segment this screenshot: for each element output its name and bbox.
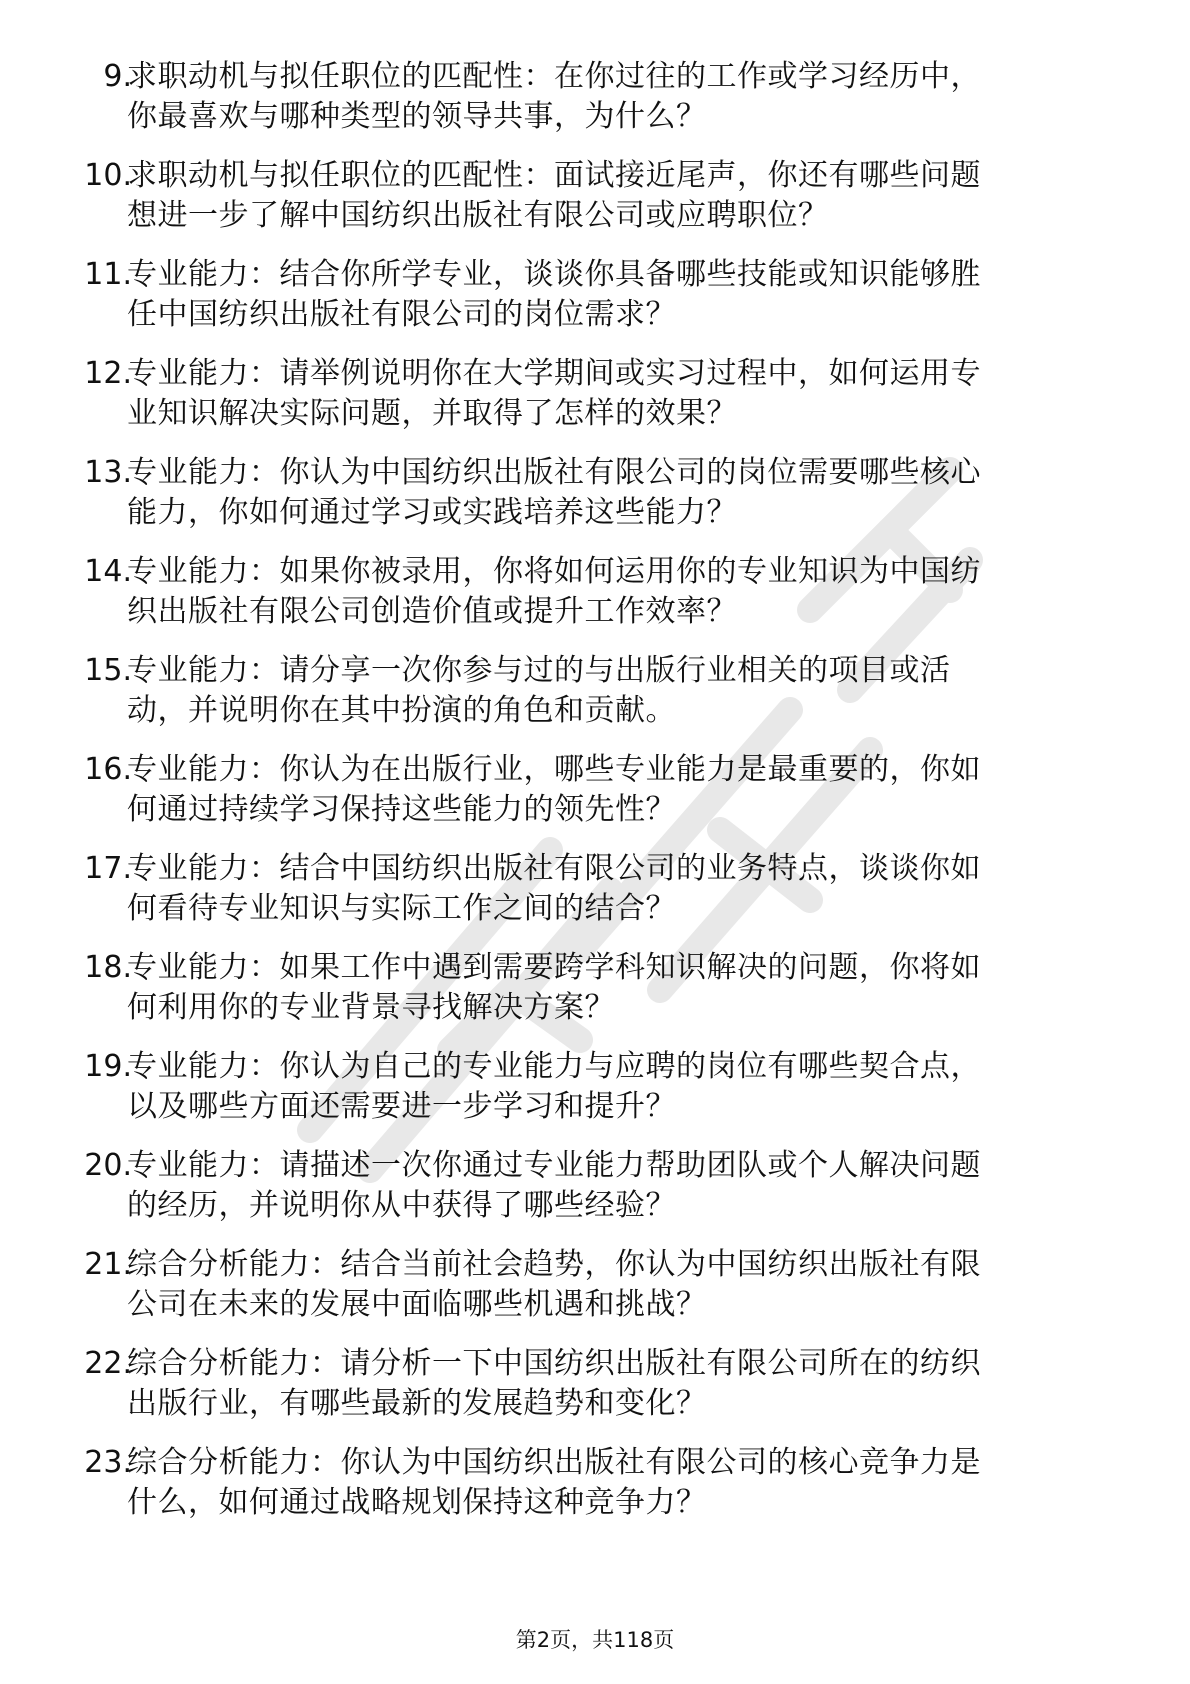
question-item [0, 840, 1190, 939]
question-number: 20. [84, 1148, 132, 1183]
question-text-line: 的经历，并说明你从中获得了哪些经验？ [127, 1188, 676, 1223]
question-text-line: 专业能力：你认为自己的专业能力与应聘的岗位有哪些契合点， [127, 1049, 981, 1084]
question-text-line: 以及哪些方面还需要进一步学习和提升？ [127, 1089, 676, 1124]
question-item [0, 345, 1190, 444]
question-text-line: 专业能力：请分享一次你参与过的与出版行业相关的项目或活 [127, 653, 951, 688]
question-number: 21. [84, 1247, 132, 1282]
question-number: 18. [84, 950, 132, 985]
question-number: 19. [84, 1049, 132, 1084]
question-number: 16. [84, 752, 132, 787]
question-text-line: 任中国纺织出版社有限公司的岗位需求？ [127, 297, 676, 332]
question-text-line: 织出版社有限公司创造价值或提升工作效率？ [127, 594, 737, 629]
question-number: 22. [84, 1346, 132, 1381]
question-text-line: 综合分析能力：请分析一下中国纺织出版社有限公司所在的纺织 [127, 1346, 981, 1381]
question-text-line: 什么，如何通过战略规划保持这种竞争力？ [127, 1485, 707, 1520]
question-text [127, 1146, 1117, 1226]
question-number: 13. [84, 455, 132, 490]
question-text-line: 综合分析能力：你认为中国纺织出版社有限公司的核心竞争力是 [127, 1445, 981, 1480]
question-text-line: 专业能力：请描述一次你通过专业能力帮助团队或个人解决问题 [127, 1148, 981, 1183]
question-text-line: 专业能力：你认为中国纺织出版社有限公司的岗位需要哪些核心 [127, 455, 981, 490]
question-text [127, 156, 1117, 236]
question-text-line: 公司在未来的发展中面临哪些机遇和挑战？ [127, 1287, 707, 1322]
question-text-line: 专业能力：结合中国纺织出版社有限公司的业务特点，谈谈你如 [127, 851, 981, 886]
question-item [0, 147, 1190, 246]
question-text [127, 354, 1117, 434]
question-item [0, 1434, 1190, 1533]
question-item [0, 741, 1190, 840]
question-number: 23. [84, 1445, 132, 1480]
question-item [0, 543, 1190, 642]
question-item [0, 939, 1190, 1038]
question-text [127, 1047, 1117, 1127]
question-text-line: 出版行业，有哪些最新的发展趋势和变化？ [127, 1386, 707, 1421]
question-text-line: 专业能力：你认为在出版行业，哪些专业能力是最重要的，你如 [127, 752, 981, 787]
question-text-line: 你最喜欢与哪种类型的领导共事，为什么？ [127, 99, 707, 134]
question-number: 12. [84, 356, 132, 391]
question-text-line: 何看待专业知识与实际工作之间的结合？ [127, 891, 676, 926]
question-text [127, 651, 1117, 731]
question-item [0, 246, 1190, 345]
question-text-line: 能力，你如何通过学习或实践培养这些能力？ [127, 495, 737, 530]
question-text-line: 何利用你的专业背景寻找解决方案？ [127, 990, 615, 1025]
question-text [127, 552, 1117, 632]
question-item [0, 642, 1190, 741]
question-number: 14. [84, 554, 132, 589]
question-text-line: 求职动机与拟任职位的匹配性：面试接近尾声，你还有哪些问题 [127, 158, 981, 193]
question-item [0, 1038, 1190, 1137]
question-text-line: 专业能力：如果工作中遇到需要跨学科知识解决的问题，你将如 [127, 950, 981, 985]
question-text-line: 专业能力：请举例说明你在大学期间或实习过程中，如何运用专 [127, 356, 981, 391]
question-text-line: 何通过持续学习保持这些能力的领先性？ [127, 792, 676, 827]
question-number: 17. [84, 851, 132, 886]
question-text [127, 750, 1117, 830]
question-text [127, 1245, 1117, 1325]
question-text [127, 453, 1117, 533]
page-footer: 第2页，共118页 [515, 1628, 675, 1652]
question-item [0, 48, 1190, 147]
question-item [0, 1236, 1190, 1335]
question-item [0, 1335, 1190, 1434]
question-text-line: 动，并说明你在其中扮演的角色和贡献。 [127, 693, 676, 728]
question-text-line: 求职动机与拟任职位的匹配性：在你过往的工作或学习经历中， [127, 59, 981, 94]
question-text-line: 综合分析能力：结合当前社会趋势，你认为中国纺织出版社有限 [127, 1247, 981, 1282]
question-text-line: 业知识解决实际问题，并取得了怎样的效果？ [127, 396, 737, 431]
question-item [0, 444, 1190, 543]
question-text [127, 1443, 1117, 1523]
question-text-line: 专业能力：结合你所学专业，谈谈你具备哪些技能或知识能够胜 [127, 257, 981, 292]
question-text-line: 想进一步了解中国纺织出版社有限公司或应聘职位？ [127, 198, 829, 233]
question-number: 11. [84, 257, 132, 292]
question-number: 10. [84, 158, 132, 193]
question-text [127, 849, 1117, 929]
question-text [127, 948, 1117, 1028]
question-text [127, 57, 1117, 137]
question-number: 9. [103, 59, 132, 94]
question-text [127, 255, 1117, 335]
question-number: 15. [84, 653, 132, 688]
question-list [0, 48, 1190, 1533]
question-text-line: 专业能力：如果你被录用，你将如何运用你的专业知识为中国纺 [127, 554, 981, 589]
question-text [127, 1344, 1117, 1424]
question-item [0, 1137, 1190, 1236]
